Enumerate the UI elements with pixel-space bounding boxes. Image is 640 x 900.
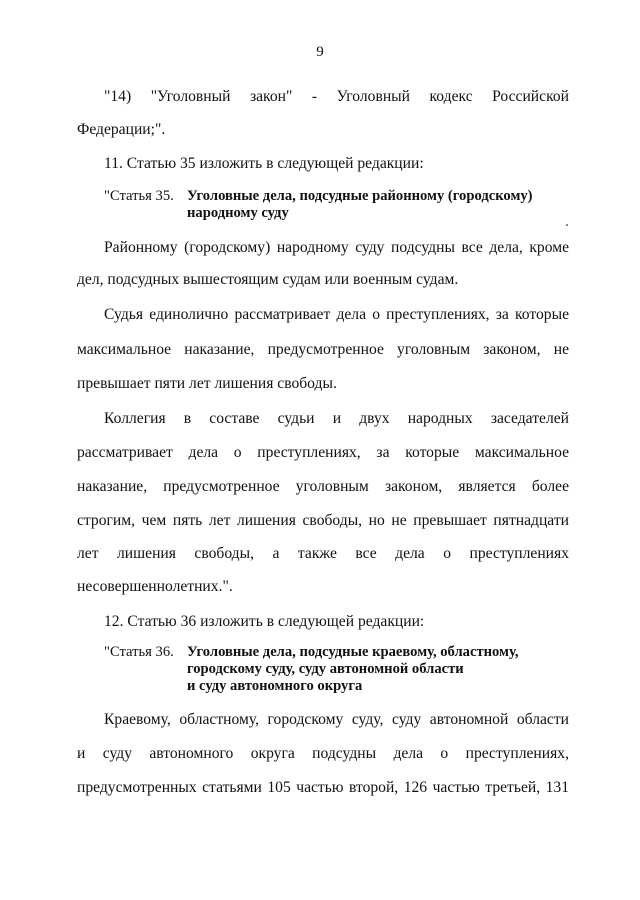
- page-number: 9: [316, 44, 324, 60]
- article-35-title-line2: народному суду: [187, 205, 289, 221]
- text-line: лет лишения свободы, а также все дела о преступлениях: [77, 545, 569, 562]
- text-line: дел, подсудных вышестоящим судам или военным судам.: [77, 271, 459, 288]
- article-35-title-line1: Уголовные дела, подсудные районному (городскому): [187, 188, 533, 204]
- text-line: максимальное наказание, предусмотренное уголовным законом, не: [77, 341, 569, 358]
- text-line: Районному (городскому) народному суду подсудны все дела, кроме: [104, 239, 569, 256]
- text-line: 11. Статью 35 изложить в следующей редакции:: [104, 155, 424, 172]
- text-line: Федерации;".: [77, 121, 166, 138]
- text-line: "14) "Уголовный закон" - Уголовный кодекс Российской: [104, 88, 569, 105]
- article-36-title-line3: и суду автономного округа: [187, 678, 363, 694]
- scan-speck: [566, 224, 568, 226]
- text-line: строгим, чем пять лет лишения свободы, но не превышает пятнадцати: [77, 512, 569, 529]
- text-line: наказание, предусмотренное уголовным законом, является более: [77, 478, 569, 495]
- article-36-title-line2: городскому суду, суду автономной области: [187, 661, 464, 677]
- article-36-prefix: "Статья 36.: [104, 644, 174, 660]
- text-line: Коллегия в составе судьи и двух народных заседателей: [104, 410, 569, 427]
- text-line: превышает пяти лет лишения свободы.: [77, 375, 337, 392]
- text-line: несовершеннолетних.".: [77, 578, 233, 595]
- text-line: Краевому, областному, городскому суду, суду автономной области: [104, 711, 569, 728]
- article-36-title-line1: Уголовные дела, подсудные краевому, областному,: [187, 644, 519, 660]
- text-line: 12. Статью 36 изложить в следующей редакции:: [104, 613, 425, 630]
- text-line: Судья единолично рассматривает дела о преступлениях, за которые: [104, 306, 569, 323]
- article-35-prefix: "Статья 35.: [104, 188, 174, 204]
- text-line: и суду автономного округа подсудны дела о преступлениях,: [77, 745, 569, 762]
- text-line: предусмотренных статьями 105 частью второй, 126 частью третьей, 131: [77, 779, 569, 796]
- text-line: рассматривает дела о преступлениях, за которые максимальное: [77, 444, 569, 461]
